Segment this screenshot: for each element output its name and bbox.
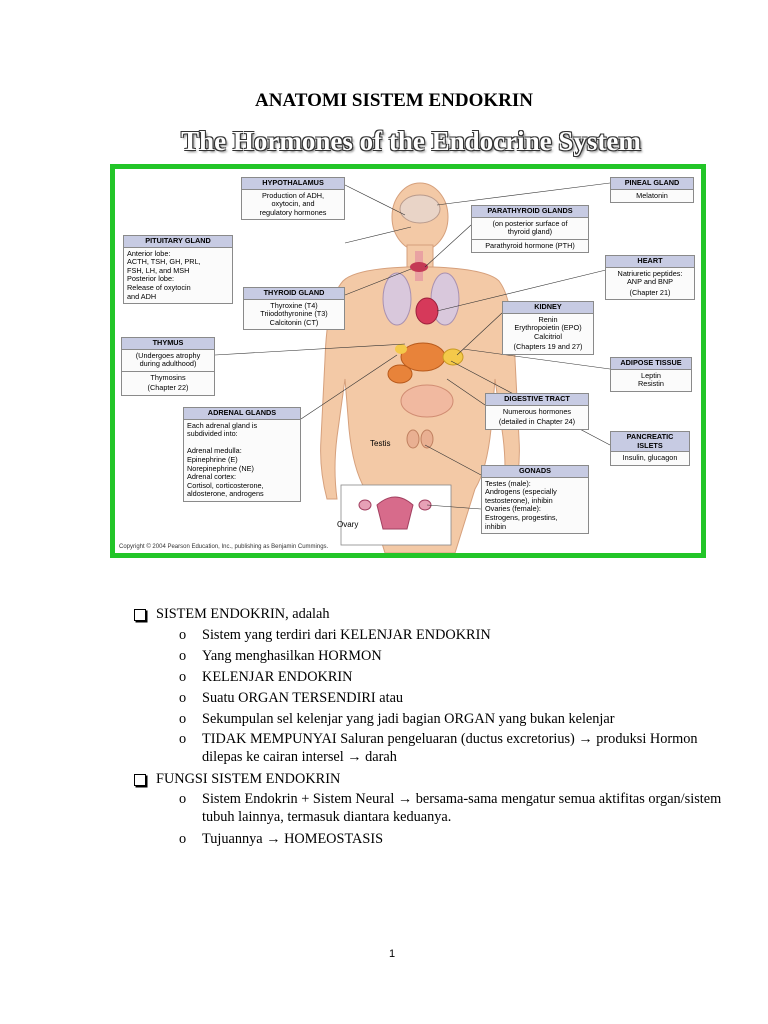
list-item-text: Tujuannya → HOMEOSTASIS xyxy=(202,831,384,847)
page-title: ANATOMI SISTEM ENDOKRIN xyxy=(254,90,533,111)
square-bullet-icon xyxy=(134,609,146,621)
list-item xyxy=(134,688,734,709)
label-sub: (Undergoes atrophy during adulthood) xyxy=(135,350,201,369)
circle-bullet-icon: o xyxy=(179,690,187,706)
label-sub: (on posterior surface of thyroid gland) xyxy=(492,218,568,237)
list-item-text: Suatu ORGAN TERSENDIRI atau xyxy=(202,690,404,706)
list-item xyxy=(134,730,734,769)
list-item xyxy=(134,604,734,625)
list-item-text: Yang menghasilkan HORMON xyxy=(202,648,382,664)
list-item-text: TIDAK MEMPUNYAI Saluran pengeluaran (ductus excretorius) → produksi Hormon dilepas ke cairan intersel → darah xyxy=(202,731,698,765)
list-item-text: Sistem yang terdiri dari KELENJAR ENDOKRIN xyxy=(202,627,491,643)
label-gonads xyxy=(481,465,589,534)
circle-bullet-icon: o xyxy=(179,711,187,727)
label-body: Each adrenal gland is subdivided into: Adrenal medulla: Epinephrine (E) Norepinephrine (NE) Adrenal cortex: Cortisol, corticosterone, aldosterone, androgens xyxy=(187,420,264,499)
list-item xyxy=(134,769,734,790)
label-digestive xyxy=(485,393,589,430)
label-head: THYROID GLAND xyxy=(244,288,344,300)
label-thymus xyxy=(121,337,215,396)
circle-bullet-icon: o xyxy=(179,648,187,664)
label-body: Parathyroid hormone (PTH) xyxy=(472,239,588,253)
label-head: HEART xyxy=(606,256,694,268)
endocrine-figure xyxy=(110,164,706,558)
list-item xyxy=(134,646,734,667)
figure-copyright: Copyright © 2004 Pearson Education, Inc., publishing as Benjamin Cummings. xyxy=(119,544,329,550)
label-body: Testes (male): Androgens (especially testosterone), inhibin Ovaries (female): Estrogens, progestins, inhibin xyxy=(485,478,558,531)
label-head: PINEAL GLAND xyxy=(611,178,693,190)
list-item-text: Sistem Endokrin + Sistem Neural → bersama-sama mengatur semua aktifitas organ/sistem tubuh lainnya, termasuk diantara keduanya. xyxy=(202,791,722,825)
list-item-text: FUNGSI SISTEM ENDOKRIN xyxy=(156,771,341,787)
circle-bullet-icon: o xyxy=(179,791,187,807)
label-head: PITUITARY GLAND xyxy=(124,236,232,248)
label-body: Thyroxine (T4) Triiodothyronine (T3) Calcitonin (CT) xyxy=(260,300,328,327)
circle-bullet-icon: o xyxy=(179,669,187,685)
label-heart xyxy=(605,255,695,300)
circle-bullet-icon: o xyxy=(179,627,187,643)
figure-title: The Hormones of the Endocrine System xyxy=(181,126,641,156)
label-pituitary xyxy=(123,235,233,304)
label-ref: (Chapters 19 and 27) xyxy=(513,342,583,352)
label-head: THYMUS xyxy=(122,338,214,350)
label-head: ADIPOSE TISSUE xyxy=(611,358,691,370)
list-item xyxy=(134,625,734,646)
label-head: KIDNEY xyxy=(503,302,593,314)
label-adipose xyxy=(610,357,692,392)
label-parathyroid xyxy=(471,205,589,253)
square-bullet-icon xyxy=(134,774,146,786)
list-item xyxy=(134,829,734,850)
content-list xyxy=(134,604,734,850)
list-item-text: KELENJAR ENDOKRIN xyxy=(202,669,353,685)
label-ref: (Chapter 21) xyxy=(629,287,671,297)
label-head: PANCREATIC ISLETS xyxy=(611,432,689,452)
testis-label: Testis xyxy=(370,439,391,448)
label-kidney xyxy=(502,301,594,355)
label-adrenal xyxy=(183,407,301,502)
label-head: GONADS xyxy=(482,466,588,478)
label-thyroid xyxy=(243,287,345,330)
list-item-text: Sekumpulan sel kelenjar yang jadi bagian ORGAN yang bukan kelenjar xyxy=(202,711,615,727)
page-number: 1 xyxy=(388,948,396,960)
list-item xyxy=(134,667,734,688)
label-pancreatic xyxy=(610,431,690,466)
label-body: Thymosins xyxy=(122,371,214,385)
circle-bullet-icon: o xyxy=(179,731,187,747)
label-head: ADRENAL GLANDS xyxy=(184,408,300,420)
label-body: Renin Erythropoietin (EPO) Calcitriol xyxy=(514,314,582,341)
label-head: DIGESTIVE TRACT xyxy=(486,394,588,406)
label-body: Numerous hormones xyxy=(502,406,572,416)
label-head: HYPOTHALAMUS xyxy=(242,178,344,190)
label-body: Production of ADH, oxytocin, and regulatory hormones xyxy=(259,190,327,217)
circle-bullet-icon: o xyxy=(179,831,187,847)
label-body: Leptin Resistin xyxy=(638,370,664,389)
list-item-text: SISTEM ENDOKRIN, adalah xyxy=(156,606,330,622)
label-body: Anterior lobe: ACTH, TSH, GH, PRL, FSH, LH, and MSH Posterior lobe: Release of oxytocin and ADH xyxy=(127,248,201,301)
list-item xyxy=(134,790,734,829)
label-body: Insulin, glucagon xyxy=(622,453,678,463)
label-body: Melatonin xyxy=(636,190,668,200)
ovary-label: Ovary xyxy=(337,520,359,529)
label-ref: (Chapter 22) xyxy=(147,383,189,393)
label-hypothalamus xyxy=(241,177,345,220)
label-head: PARATHYROID GLANDS xyxy=(472,206,588,218)
list-item xyxy=(134,709,734,730)
label-body: Natriuretic peptides: ANP and BNP xyxy=(617,268,683,287)
label-pineal xyxy=(610,177,694,203)
label-ref: (detailed in Chapter 24) xyxy=(498,417,576,427)
